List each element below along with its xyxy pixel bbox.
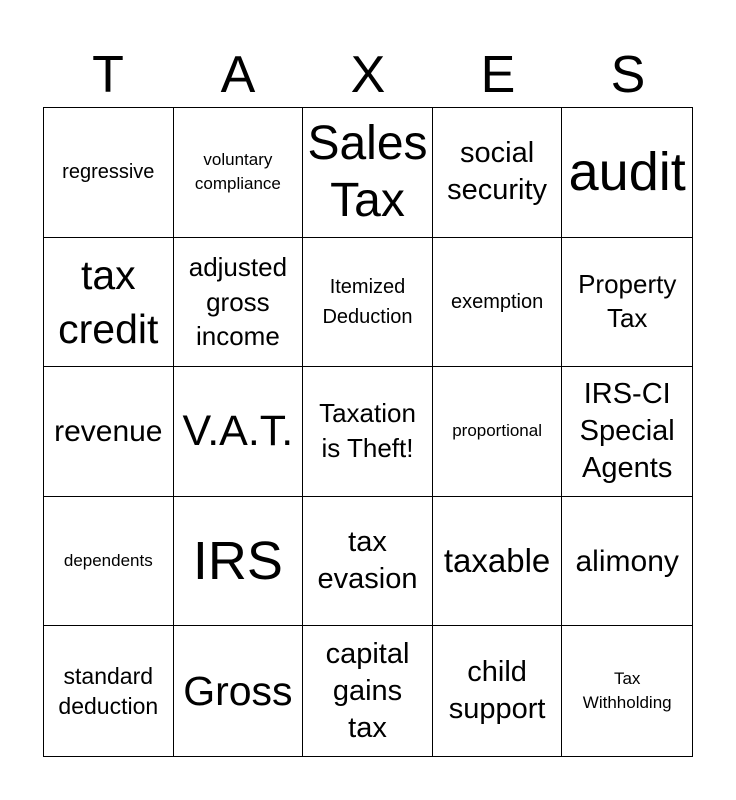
bingo-board — [43, 107, 693, 757]
cell-label: regressive — [62, 161, 155, 184]
cell-label: adjusted gross income — [188, 252, 288, 352]
cell-label: social security — [447, 137, 548, 207]
bingo-cell-r5c2[interactable] — [174, 626, 304, 756]
cell-label: taxable — [443, 541, 551, 579]
bingo-cell-r3c3[interactable] — [303, 367, 433, 497]
cell-label: Property Tax — [578, 269, 677, 333]
bingo-cell-r4c2[interactable] — [174, 497, 304, 627]
bingo-cell-r2c4[interactable] — [433, 238, 563, 368]
bingo-cell-r1c2[interactable] — [174, 108, 304, 238]
cell-label: Sales Tax — [307, 116, 428, 228]
cell-label: IRS-CI Special Agents — [579, 377, 675, 485]
bingo-cell-r4c1[interactable] — [44, 497, 174, 627]
bingo-cell-r5c3[interactable] — [303, 626, 433, 756]
cell-label: revenue — [54, 414, 163, 448]
bingo-cell-r3c5[interactable] — [562, 367, 692, 497]
bingo-cell-r3c4[interactable] — [433, 367, 563, 497]
bingo-cell-r4c4[interactable] — [433, 497, 563, 627]
cell-label: Itemized Deduction — [322, 275, 413, 328]
bingo-cell-r1c5[interactable] — [562, 108, 692, 238]
bingo-header — [43, 40, 693, 110]
bingo-cell-r5c1[interactable] — [44, 626, 174, 756]
bingo-cell-r5c4[interactable] — [433, 626, 563, 756]
bingo-cell-r3c1[interactable] — [44, 367, 174, 497]
cell-label: Gross — [183, 668, 293, 715]
header-letter-x: X — [350, 46, 386, 104]
cell-label: alimony — [575, 544, 679, 578]
header-letter-s: S — [610, 46, 646, 104]
cell-label: Tax Withholding — [582, 668, 672, 713]
bingo-cell-r2c1[interactable] — [44, 238, 174, 368]
bingo-cell-r2c3[interactable] — [303, 238, 433, 368]
header-letter-a: A — [220, 46, 256, 104]
bingo-cell-r5c5[interactable] — [562, 626, 692, 756]
header-letter-e: E — [480, 46, 516, 104]
cell-label: proportional — [452, 421, 542, 441]
bingo-cell-r1c4[interactable] — [433, 108, 563, 238]
cell-label: audit — [568, 142, 686, 203]
bingo-cell-r4c3[interactable] — [303, 497, 433, 627]
cell-label: child support — [448, 656, 546, 726]
bingo-cell-r2c2[interactable] — [174, 238, 304, 368]
cell-label: IRS — [192, 531, 283, 592]
bingo-cell-r3c2[interactable] — [174, 367, 304, 497]
cell-label: standard deduction — [58, 662, 159, 720]
cell-label: V.A.T. — [182, 407, 294, 456]
header-letter-t: T — [92, 46, 124, 104]
cell-label: tax credit — [58, 251, 159, 352]
cell-label: voluntary compliance — [194, 149, 281, 194]
cell-label: capital gains tax — [325, 637, 410, 744]
cell-label: dependents — [63, 550, 153, 570]
cell-label: Taxation is Theft! — [319, 397, 416, 464]
bingo-cell-r4c5[interactable] — [562, 497, 692, 627]
bingo-cell-r1c3[interactable] — [303, 108, 433, 238]
bingo-cell-r1c1[interactable] — [44, 108, 174, 238]
bingo-cell-r2c5[interactable] — [562, 238, 692, 368]
cell-label: tax evasion — [317, 525, 418, 596]
cell-label: exemption — [450, 290, 544, 313]
